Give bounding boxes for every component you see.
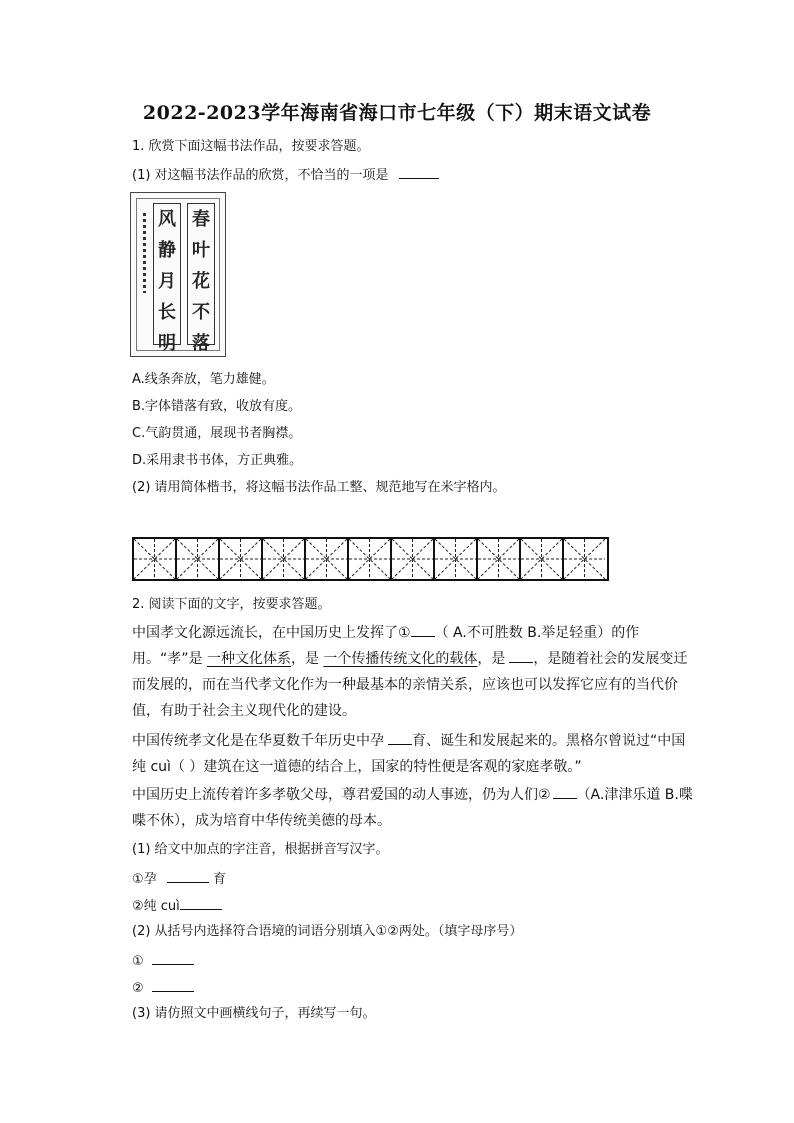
answer-blank[interactable] xyxy=(399,165,439,179)
option-c: C.气韵贯通，展现书者胸襟。 xyxy=(132,426,302,441)
mizi-cell[interactable] xyxy=(263,539,306,579)
q2-sub2-a xyxy=(132,951,194,971)
blank-3[interactable] xyxy=(388,731,412,745)
answer-blank[interactable] xyxy=(167,869,209,883)
p2-text: 育、诞生和发展起来的。黑格尔曾说过“中国纯 cuì（ ）建筑在这一道德的结合上，国家的特性便是客观的家庭孝敬。” xyxy=(132,733,686,775)
mizi-cell[interactable] xyxy=(435,539,478,579)
p1-text: ，是 xyxy=(477,651,506,667)
item-label: ① xyxy=(132,954,144,969)
option-d: D.采用隶书书体，方正典雅。 xyxy=(132,453,303,468)
blank-4[interactable] xyxy=(553,785,577,799)
p1-text: ，是随着社会的发展变迁而发展的，而在当代孝文化作为一种最基本的亲情关系，应该也可以发挥它应有的当代价值，有助于社会主义现代化的建设。 xyxy=(132,651,688,719)
mizi-cell[interactable] xyxy=(220,539,263,579)
calligraphy-char: 月 xyxy=(158,271,176,292)
mizi-cell[interactable] xyxy=(134,539,177,579)
calligraphy-char: 不 xyxy=(192,302,210,323)
calligraphy-left-column xyxy=(153,203,181,354)
mizi-cell[interactable] xyxy=(392,539,435,579)
q2-paragraph-3 xyxy=(132,782,696,834)
item-label: ② xyxy=(132,981,144,996)
item-label: ②纯 cuì xyxy=(132,899,180,914)
q2-heading: 2. 阅读下面的文字，按要求答题。 xyxy=(132,597,331,612)
q2-sub1-a xyxy=(132,869,226,889)
q2-paragraph-1 xyxy=(132,620,696,724)
calligraphy-char: 明 xyxy=(158,333,176,354)
p3-text: （A.津津乐道 B.喋喋不休），成为培育中华传统美德的母本。 xyxy=(132,787,693,829)
calligraphy-image xyxy=(130,192,226,357)
q2-paragraph-2 xyxy=(132,728,696,780)
q2-sub1-b xyxy=(132,896,222,916)
calligraphy-char: 长 xyxy=(158,302,176,323)
p1-text: （ A.不可胜数 B.举足轻重）的作用。“孝”是 xyxy=(132,625,640,667)
calligraphy-char: 静 xyxy=(158,240,176,261)
q2-sub2: (2) 从括号内选择符合语境的词语分别填入①②两处。（填字母序号） xyxy=(132,924,523,939)
q2-sub3: (3) 请仿照文中画横线句子，再续写一句。 xyxy=(132,1006,376,1021)
q2-sub1: (1) 给文中加点的字注音，根据拼音写汉字。 xyxy=(132,842,389,857)
q1-heading: 1. 欣赏下面这幅书法作品，按要求答题。 xyxy=(132,139,370,154)
underlined-sentence: 一个传播传统文化的载体 xyxy=(323,651,478,667)
item-label: ①孕 xyxy=(132,872,157,887)
calligraphy-char: 落 xyxy=(192,333,210,354)
q1-sub1 xyxy=(132,165,439,185)
p3-text: 中国历史上流传着许多孝敬父母，尊君爱国的动人事迹，仍为人们② xyxy=(132,787,551,803)
p1-text: ，是 xyxy=(290,651,324,667)
mizi-cell[interactable] xyxy=(349,539,392,579)
item-label: 育 xyxy=(212,872,226,887)
mizi-cell[interactable] xyxy=(564,539,607,579)
blank-2[interactable] xyxy=(509,649,533,663)
p2-text: 中国传统孝文化是在华夏数千年历史中孕 xyxy=(132,733,384,749)
mizi-cell[interactable] xyxy=(521,539,564,579)
calligraphy-char: 叶 xyxy=(192,240,210,261)
mizi-grid[interactable] xyxy=(132,537,609,581)
page-title: 2022-2023学年海南省海口市七年级（下）期末语文试卷 xyxy=(142,102,652,124)
q2-sub2-b xyxy=(132,978,194,998)
calligraphy-char: 风 xyxy=(158,209,176,230)
calligraphy-char: 花 xyxy=(192,271,210,292)
answer-blank[interactable] xyxy=(152,978,194,992)
option-b: B.字体错落有致，收放有度。 xyxy=(132,399,302,414)
p1-text: 中国孝文化源远流长，在中国历史上发挥了① xyxy=(132,625,411,641)
calligraphy-right-column xyxy=(187,203,215,354)
underlined-sentence: 一种文化体系 xyxy=(206,651,291,667)
mizi-cell[interactable] xyxy=(306,539,349,579)
option-a: A.线条奔放，笔力雄健。 xyxy=(132,372,275,387)
answer-blank[interactable] xyxy=(180,896,222,910)
mizi-cell[interactable] xyxy=(177,539,220,579)
mizi-cell[interactable] xyxy=(478,539,521,579)
q1-sub2: (2) 请用简体楷书，将这幅书法作品工整、规范地写在米字格内。 xyxy=(132,480,506,495)
answer-blank[interactable] xyxy=(152,951,194,965)
calligraphy-inscription xyxy=(143,213,146,293)
calligraphy-char: 春 xyxy=(192,209,210,230)
blank-1[interactable] xyxy=(411,623,435,637)
q1-sub1-text: (1) 对这幅书法作品的欣赏，不恰当的一项是 xyxy=(132,168,389,183)
